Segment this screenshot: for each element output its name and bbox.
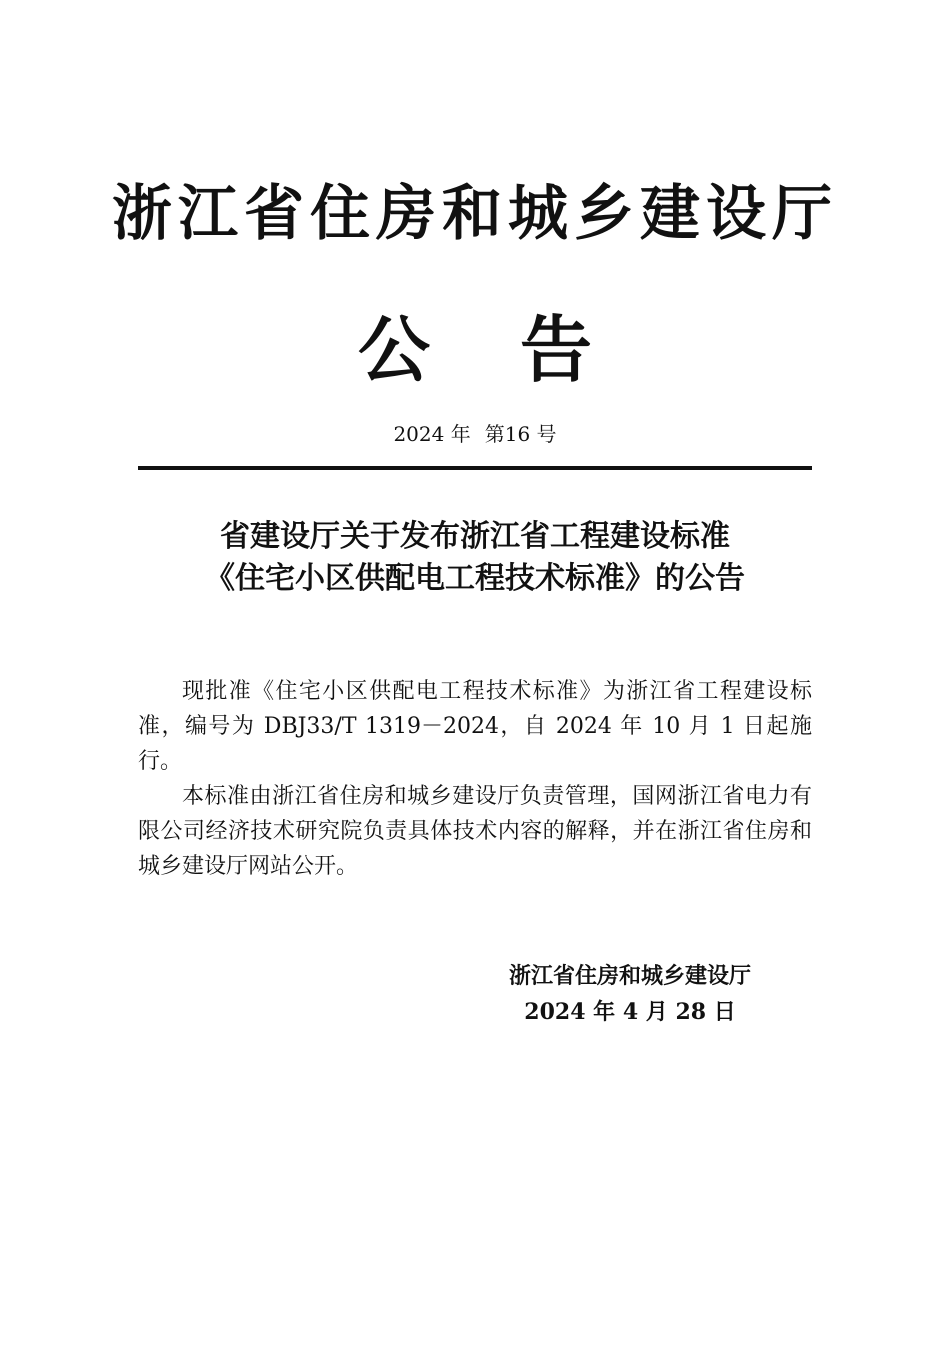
announcement-body <box>138 674 812 884</box>
headline-line-2: 《住宅小区供配电工程技术标准》的公告 <box>205 561 745 596</box>
issue-sequence: 第16 号 <box>484 422 557 446</box>
signature-date: 2024 年 4 月 28 日 <box>524 999 736 1025</box>
signature-organization: 浙江省住房和城乡建设厅 <box>508 963 751 989</box>
signature-block <box>470 958 790 1030</box>
body-paragraph-2: 本标准由浙江省住房和城乡建设厅负责管理，国网浙江省电力有限公司经济技术研究院负责具体技术内容的解释，并在浙江省住房和城乡建设厅网站公开。 <box>138 784 812 879</box>
announcement-headline <box>0 516 950 600</box>
headline-line-1: 省建设厅关于发布浙江省工程建设标准 <box>220 519 730 554</box>
notice-heading-char-2: 告 <box>520 307 593 392</box>
header-divider <box>138 466 812 470</box>
issuing-organization-title: 浙江省住房和城乡建设厅 <box>112 179 838 249</box>
issue-number <box>0 420 950 448</box>
body-paragraph-1: 现批准《住宅小区供配电工程技术标准》为浙江省工程建设标准，编号为 DBJ33/T 1319－2024，自 2024 年 10 月 1 日起施行。 <box>138 679 812 774</box>
notice-heading <box>0 307 950 392</box>
issue-year: 2024 年 <box>393 422 471 446</box>
notice-heading-char-1: 公 <box>357 307 430 392</box>
